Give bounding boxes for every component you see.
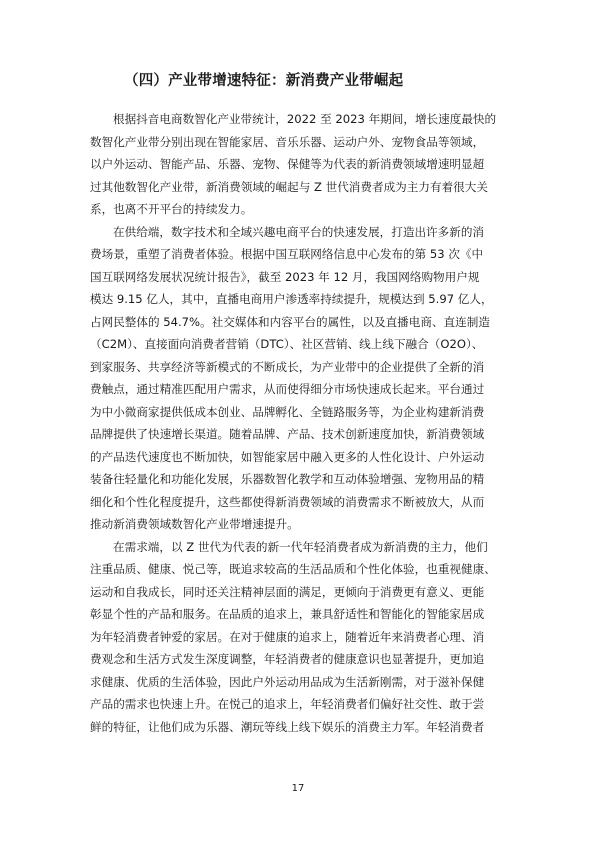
paragraph-1 xyxy=(90,108,508,221)
body-text xyxy=(90,108,508,738)
text-line: 费场景，重塑了消费者体验。根据中国互联网络信息中心发布的第 53 次《中 xyxy=(90,247,484,261)
paragraph-3 xyxy=(90,536,508,739)
text-line: 彰显个性的产品和服务。在品质的追求上，兼具舒适性和智能化的智能家居成 xyxy=(90,607,485,621)
text-line: 细化和个性化程度提升，这些都使得新消费领域的消费需求不断被放大，从而 xyxy=(90,494,485,509)
text-line: 的产品迭代速度也不断加快，如智能家居中融入更多的人性化设计、户外运动 xyxy=(90,449,485,464)
text-line: 国互联网络发展状况统计报告》，截至 2023 年 12 月，我国网络购物用户规 xyxy=(90,269,480,284)
text-line: 运动和自我成长，同时还关注精神层面的满足，更倾向于消费更有意义、更能 xyxy=(90,584,485,599)
text-line: 数智化产业带分别出现在智能家居、音乐乐器、运动户外、宠物食品等领域， xyxy=(90,134,485,149)
text-line: 过其他数智化产业带，新消费领域的崛起与 Z 世代消费者成为主力有着很大关 xyxy=(90,179,488,194)
text-line: 为年轻消费者钟爱的家居。在对于健康的追求上，随着近年来消费者心理、消 xyxy=(90,629,485,644)
text-line: 到家服务、共享经济等新模式的不断成长，为产业带中的企业提供了全新的消 xyxy=(90,359,485,374)
text-line: 推动新消费领域数智化产业带增速提升。 xyxy=(90,517,299,531)
text-line: 以户外运动、智能产品、乐器、宠物、保健等为代表的新消费领域增速明显超 xyxy=(90,157,485,171)
text-line: 系，也离不开平台的持续发力。 xyxy=(90,202,253,216)
text-line: 鲜的特征，让他们成为乐器、潮玩等线上线下娱乐的消费主力军。年轻消费者 xyxy=(90,719,485,734)
text-line: 为中小微商家提供低成本创业、品牌孵化、全链路服务等，为企业构建新消费 xyxy=(90,404,485,419)
text-line: 产品的需求也快速上升。在悦己的追求上，年轻消费者们偏好社交性、敢于尝 xyxy=(90,697,485,711)
text-line: 注重品质、健康、悦己等，既追求较高的生活品质和个性化体验，也重视健康、 xyxy=(90,562,496,576)
text-line: 在供给端，数字技术和全域兴趣电商平台的快速发展，打造出许多新的消 xyxy=(113,224,485,239)
text-line: 在需求端，以 Z 世代为代表的新一代年轻消费者成为新消费的主力，他们 xyxy=(113,539,488,554)
text-line: 占网民整体的 54.7%。社交媒体和内容平台的属性，以及直播电商、直连制造 xyxy=(90,314,490,329)
text-line: 根据抖音电商数智化产业带统计，2022 至 2023 年期间，增长速度最快的 xyxy=(113,112,497,126)
text-line: 品牌提供了快速增长渠道。随着品牌、产品、技术创新速度加快，新消费领域 xyxy=(90,427,485,441)
text-line: 求健康、优质的生活体验，因此户外运动用品成为生活新刚需，对于滋补保健 xyxy=(90,674,485,689)
paragraph-2 xyxy=(90,221,508,536)
page-number: 17 xyxy=(291,783,305,794)
text-line: （C2M）、直接面向消费者营销（DTC）、社区营销、线上线下融合（O2O）、 xyxy=(90,337,484,351)
text-line: 装备往轻量化和功能化发展，乐器数智化教学和互动体验增强、宠物用品的精 xyxy=(90,472,485,486)
text-line: 模达 9.15 亿人，其中，直播电商用户渗透率持续提升，规模达到 5.97 亿人， xyxy=(90,292,493,306)
section-heading: （四）产业带增速特征：新消费产业带崛起 xyxy=(124,73,404,89)
text-line: 费触点，通过精准匹配用户需求，从而使得细分市场快速成长起来。平台通过 xyxy=(90,382,485,396)
text-line: 费观念和生活方式发生深度调整，年轻消费者的健康意识也显著提升，更加追 xyxy=(90,652,485,666)
